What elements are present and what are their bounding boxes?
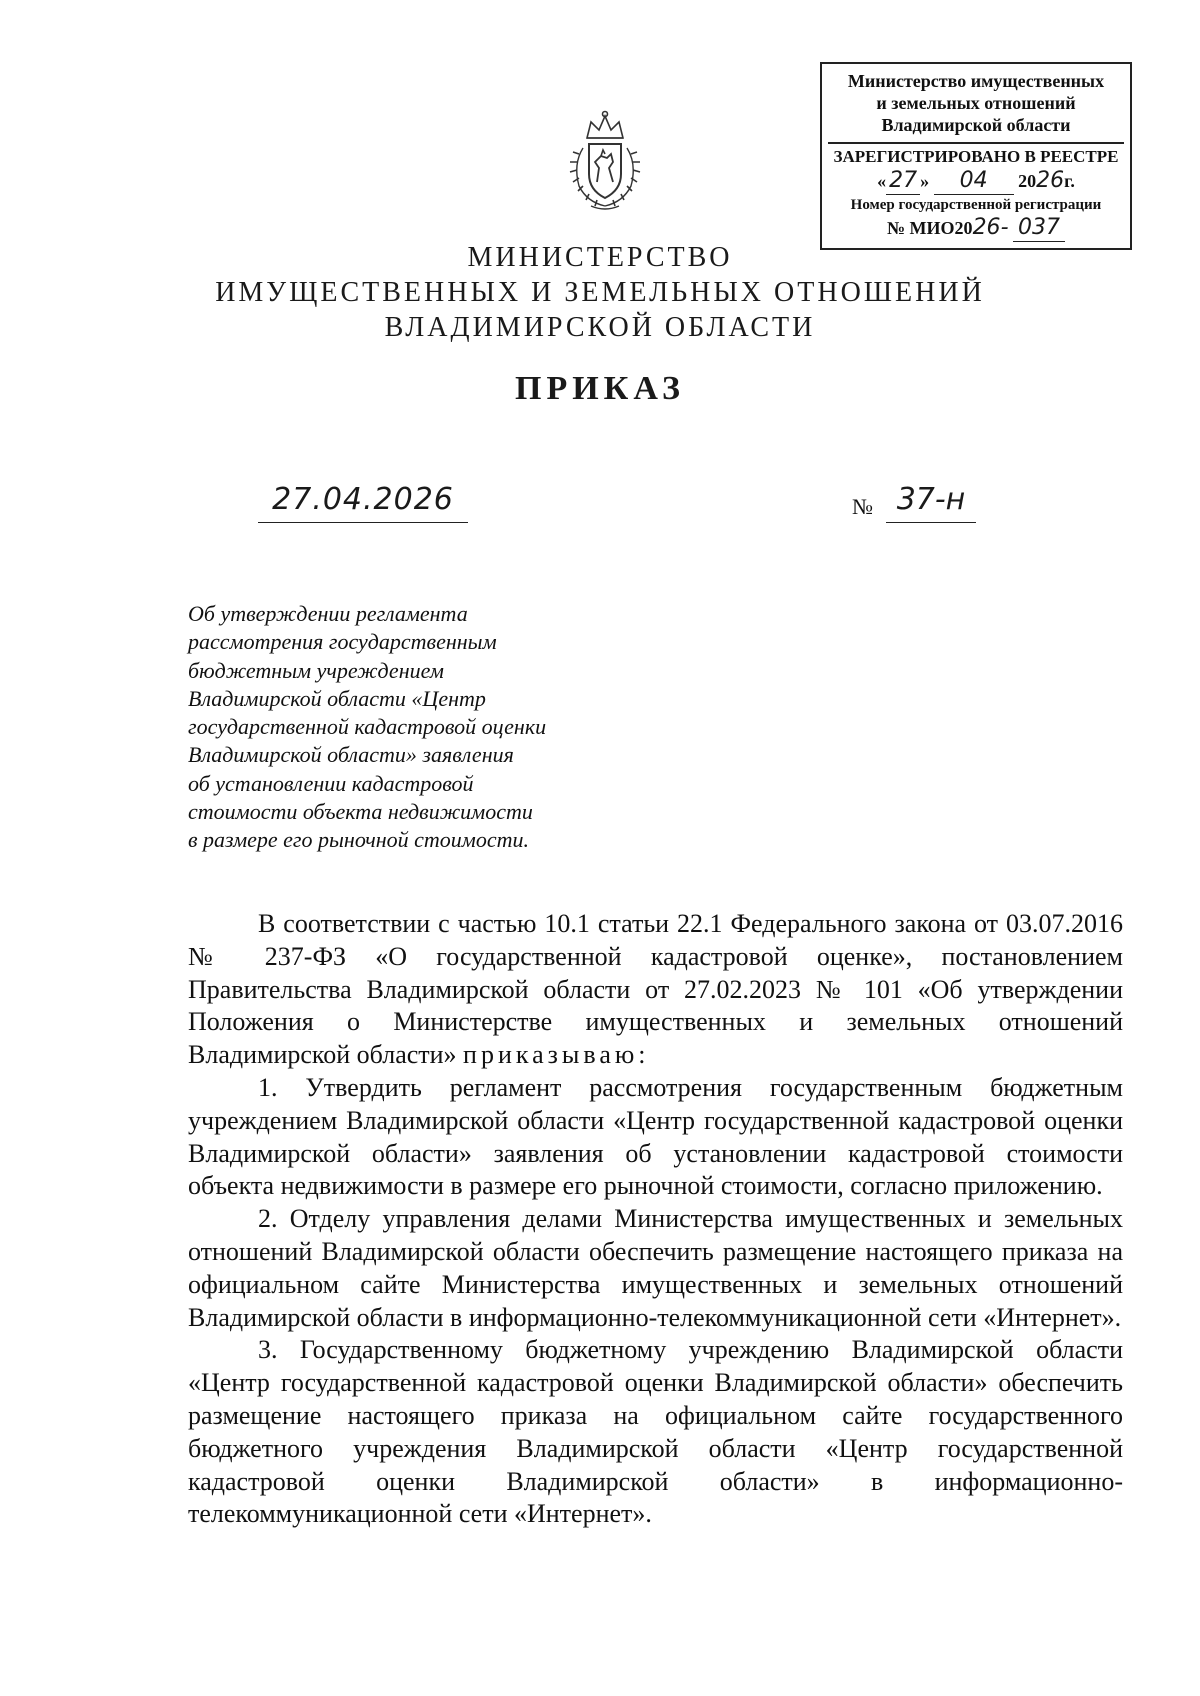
order-item-3: 3. Государственному бюджетному учреждению Владимирской области «Центр государственной кадастровой оценки Владимирской области» обеспечить размещение настоящего приказа на официальном сайте государственного бюджетного учреждения Владимирской области «Центр государственной кадастровой оценки Владимирской области» в информационно-телекоммуникационной сети «Интернет».	[188, 1335, 1123, 1529]
ministry-heading-line: ИМУЩЕСТВЕННЫХ И ЗЕМЕЛЬНЫХ ОТНОШЕНИЙ	[215, 277, 985, 308]
stamp-reg-number-dash: -	[1000, 215, 1009, 240]
stamp-date	[822, 168, 1130, 195]
stamp-reg-number-year: 26	[972, 215, 1001, 240]
order-number-label: №	[852, 494, 873, 519]
stamp-reg-number-value: 037	[1013, 215, 1065, 242]
stamp-date-suffix: г.	[1064, 171, 1075, 191]
stamp-date-month: 04	[934, 168, 1014, 195]
ministry-heading-line: МИНИСТЕРСТВО	[467, 242, 733, 273]
order-body	[188, 908, 1123, 1531]
stamp-reg-number-label: Номер государственной регистрации	[850, 197, 1102, 213]
stamp-org-line: Владимирской области	[881, 115, 1071, 135]
preamble-action: приказываю:	[463, 1040, 650, 1070]
order-number-field	[886, 478, 976, 523]
order-subject: Об утверждении регламента рассмотрения государственным бюджетным учреждением Владимирской области «Центр государственной кадастровой оценки Владимирской области» заявления об установлении кадастровой стоимости объекта недвижимости в размере его рыночной стоимости.	[188, 601, 547, 853]
stamp-org-line: Министерство имущественных	[847, 71, 1105, 91]
registration-stamp	[820, 62, 1132, 250]
stamp-date-close-quote: »	[920, 171, 930, 191]
document-type: ПРИКАЗ	[515, 370, 685, 407]
order-item-1: 1. Утвердить регламент рассмотрения государственным бюджетным учреждением Владимирской области «Центр государственной кадастровой оценки Владимирской области» заявления об установлении кадастровой стоимости объекта недвижимости в размере его рыночной стоимости, согласно приложению.	[188, 1072, 1123, 1201]
ministry-heading	[0, 240, 1200, 345]
stamp-organization	[822, 64, 1130, 136]
stamp-org-line: и земельных отношений	[876, 93, 1076, 113]
stamp-reg-number-prefix: № МИО20	[886, 218, 973, 238]
order-date-field	[258, 478, 468, 523]
stamp-date-year-prefix: 20	[1018, 171, 1037, 191]
stamp-divider	[828, 142, 1124, 144]
order-number: 37-н	[896, 482, 966, 517]
coat-of-arms-icon	[555, 108, 655, 214]
stamp-date-day: 27	[886, 168, 920, 195]
preamble-text: В соответствии с частью 10.1 статьи 22.1 Федерального закона от 03.07.2016 № 237-ФЗ «О государственной кадастровой оценке», постановлением Правительства Владимирской области от 27.02.2023 № 101 «Об утверждении Положения о Министерстве имущественных и земельных отношений Владимирской области»	[188, 909, 1123, 1070]
order-item-2: 2. Отделу управления делами Министерства имущественных и земельных отношений Владимирской области обеспечить размещение настоящего приказа на официальном сайте Министерства имущественных и земельных отношений Владимирской области в информационно-телекоммуникационной сети «Интернет».	[188, 1204, 1123, 1332]
stamp-date-year-suffix: 26	[1036, 168, 1065, 193]
stamp-registered-label: ЗАРЕГИСТРИРОВАНО В РЕЕСТРЕ	[833, 147, 1119, 166]
stamp-date-open-quote: «	[877, 171, 887, 191]
order-date: 27.04.2026	[272, 482, 454, 517]
ministry-heading-line: ВЛАДИМИРСКОЙ ОБЛАСТИ	[384, 312, 816, 343]
preamble-paragraph	[188, 908, 1123, 1072]
stamp-reg-number	[822, 215, 1130, 242]
